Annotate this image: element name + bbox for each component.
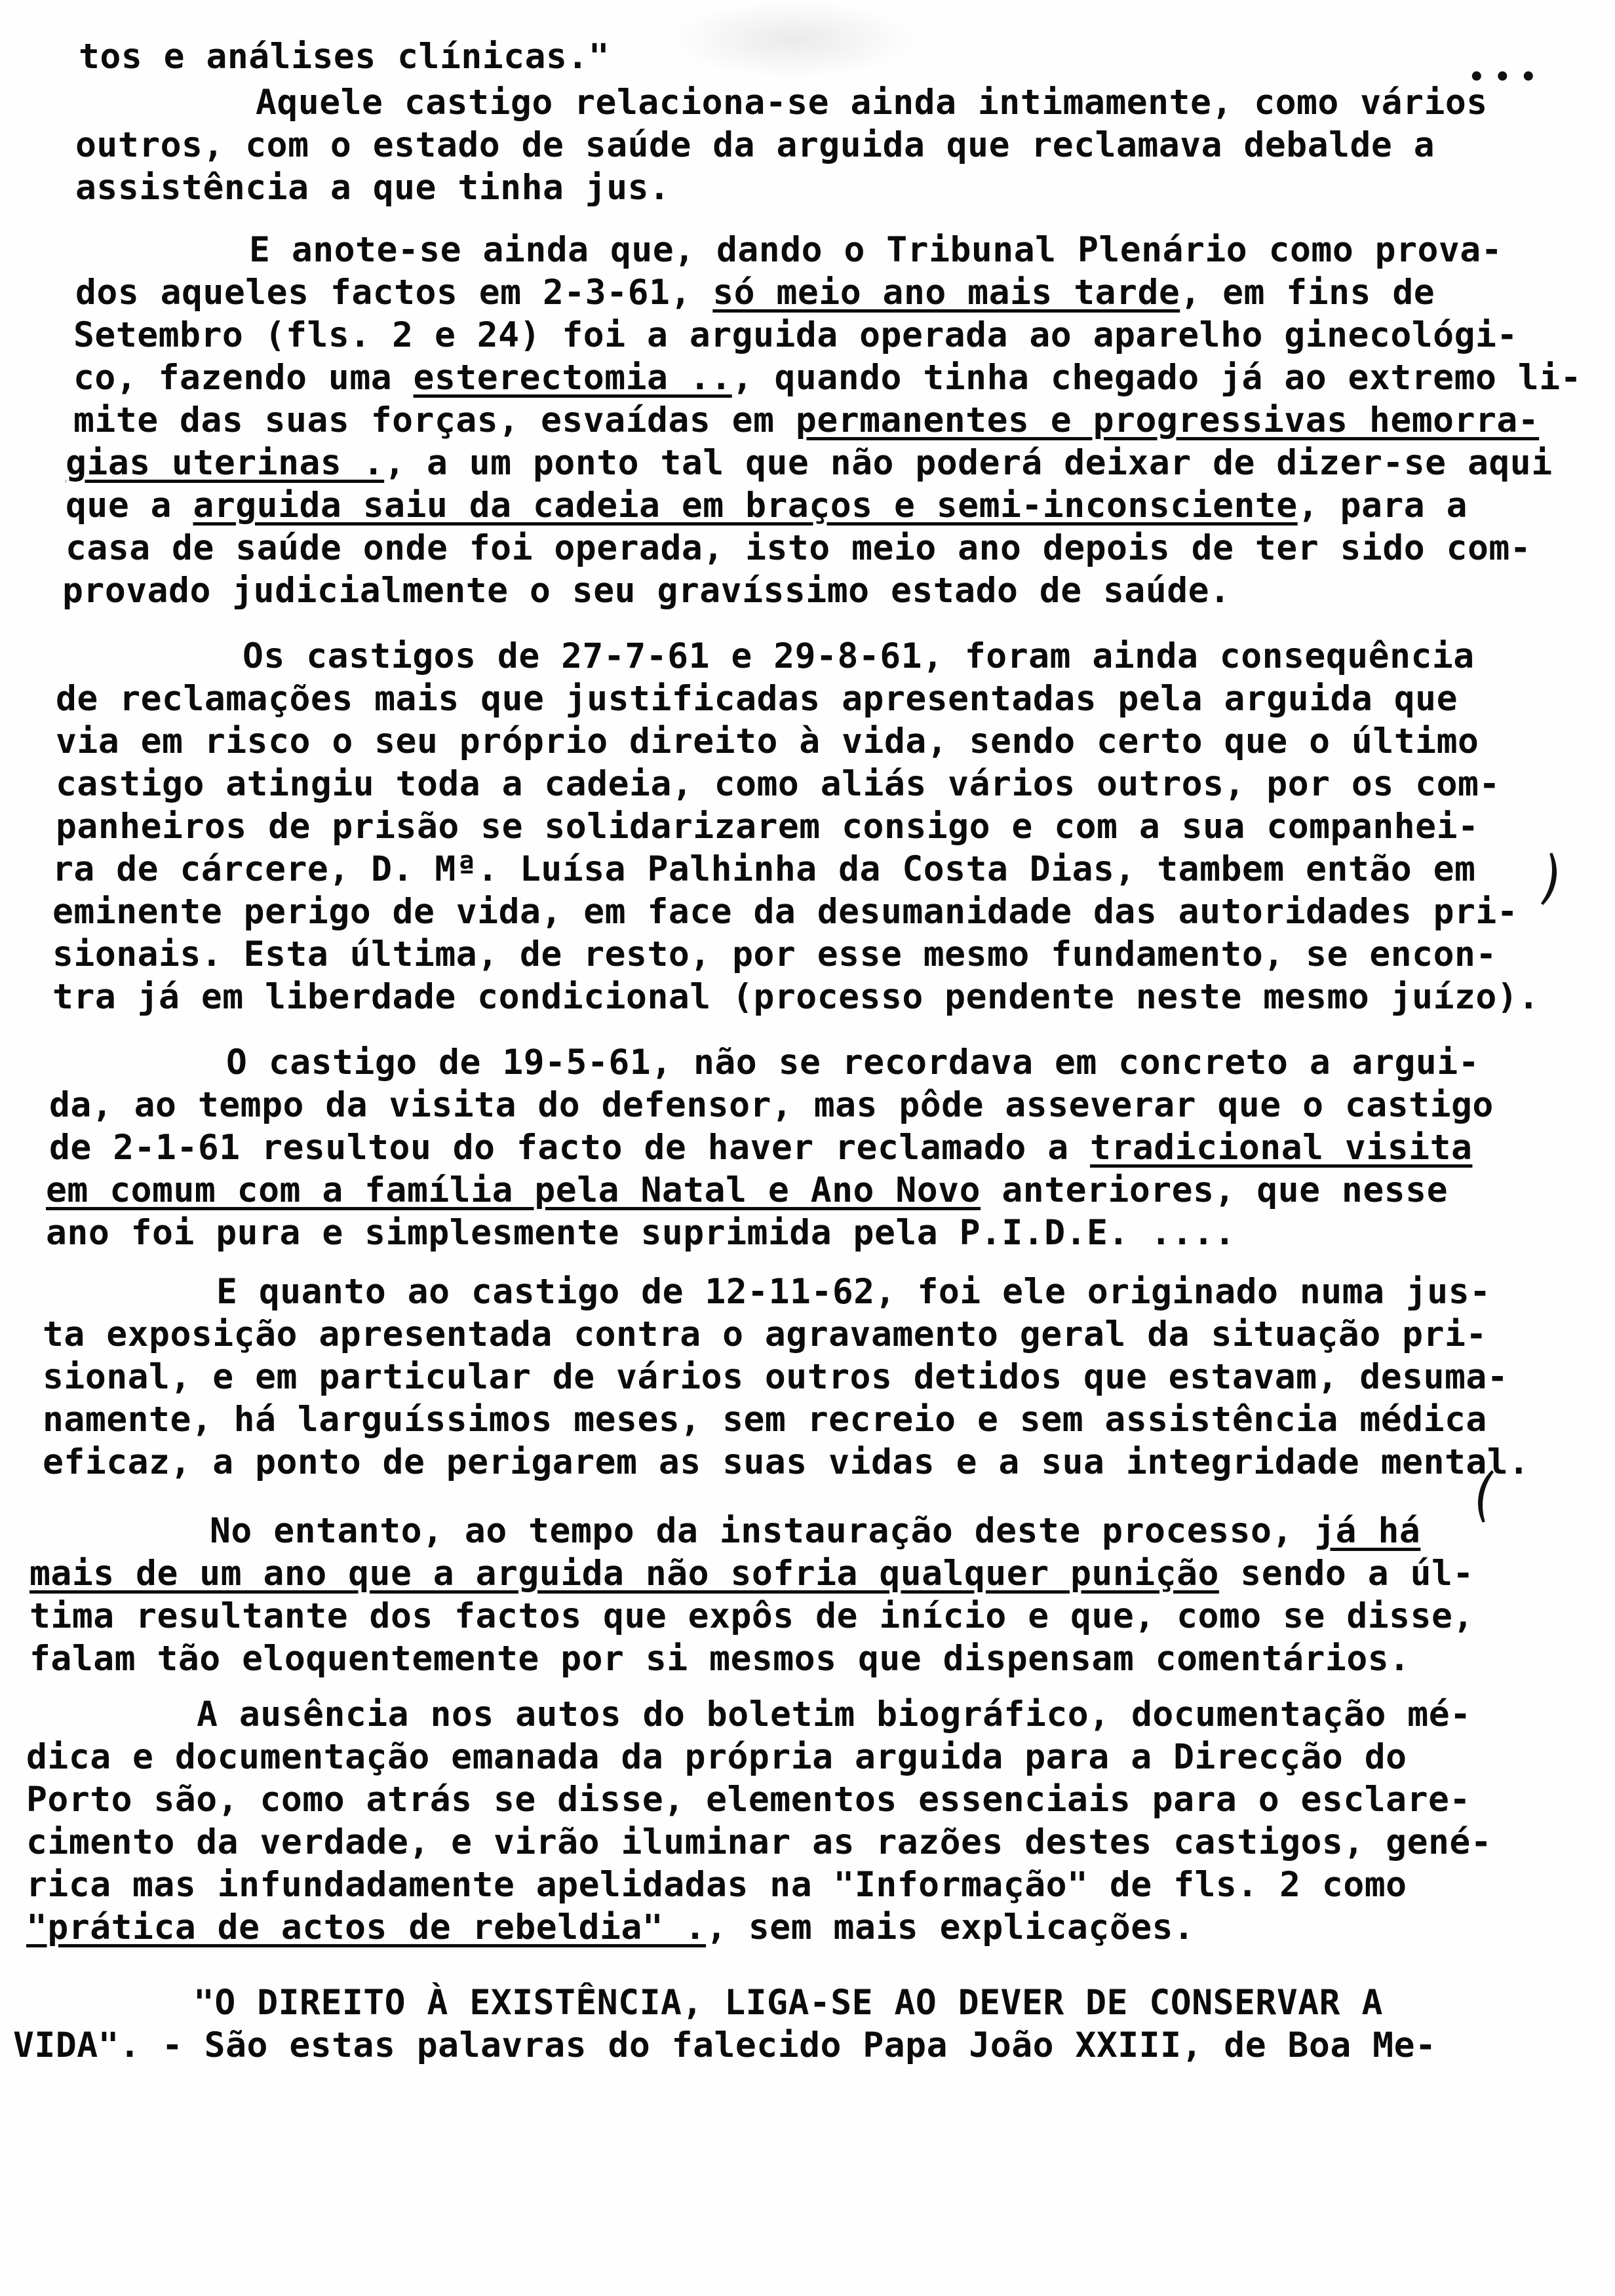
text-line: sional, e em particular de vários outros detidos que estavam, desuma- [43,1357,1509,1397]
text-line: tra já em liberdade condicional (processo pendente neste mesmo juízo). [52,977,1540,1017]
text-line: ra de cárcere, D. Mª. Luísa Palhinha da Costa Dias, tambem então em [52,849,1476,889]
text-line: em comum com a família pela Natal e Ano Novo anteriores, que nesse [46,1170,1448,1210]
text-line: VIDA". - São estas palavras do falecido Papa João XXIII, de Boa Me- [13,2025,1437,2065]
text-line: castigo atingiu toda a cadeia, como aliás vários outros, por os com- [56,764,1500,804]
text-line: mite das suas forças, esvaídas em permanentes e progressivas hemorra- [73,400,1540,440]
text-line: ta exposição apresentada contra o agravamento geral da situação pri- [43,1314,1487,1354]
text-line: assistência a que tinha jus. [75,168,671,208]
text-line: No entanto, ao tempo da instauração deste processo, já há [210,1511,1421,1551]
margin-dots-mark: • • • [1468,62,1537,92]
text-line: O castigo de 19-5-61, não se recordava em concreto a argui- [226,1043,1480,1082]
text-line: de reclamações mais que justificadas apresentadas pela arguida que [56,679,1458,719]
scan-smudge [669,0,918,79]
text-line: sionais. Esta última, de resto, por esse mesmo fundamento, se encon- [52,934,1497,974]
text-line: cimento da verdade, e virão iluminar as razões destes castigos, gené- [26,1822,1492,1862]
text-line: casa de saúde onde foi operada, isto meio ano depois de ter sido com- [66,528,1532,568]
text-line: mais de um ano que a arguida não sofria qualquer punição sendo a úl- [29,1554,1474,1594]
text-line: via em risco o seu próprio direito à vida, sendo certo que o último [56,721,1479,761]
text-line: que a arguida saiu da cadeia em braços e semi-inconsciente, para a [66,486,1468,526]
text-line: Setembro (fls. 2 e 24) foi a arguida operada ao aparelho ginecológi- [73,315,1518,355]
text-line: tos e análises clínicas." [79,37,610,77]
text-line: Aquele castigo relaciona-se ainda intimamente, como vários [256,83,1488,123]
text-line: A ausência nos autos do boletim biográfico, documentação mé- [197,1694,1471,1734]
text-line: eficaz, a ponto de perigarem as suas vidas e a sua integridade mental. [43,1442,1530,1482]
text-line: rica mas infundadamente apelidadas na "Informação" de fls. 2 como [26,1865,1407,1905]
text-line: co, fazendo uma esterectomia .., quando tinha chegado já ao extremo li- [73,358,1582,398]
text-line: dica e documentação emanada da própria arguida para a Direcção do [26,1737,1407,1777]
text-line: "prática de actos de rebeldia" ., sem mais explicações. [26,1907,1195,1947]
text-line: da, ao tempo da visita do defensor, mas pôde asseverar que o castigo [49,1085,1494,1125]
text-line: E anote-se ainda que, dando o Tribunal Plenário como prova- [249,230,1503,270]
text-line: dos aqueles factos em 2-3-61, só meio ano mais tarde, em fins de [75,273,1435,313]
text-line: de 2-1-61 resultou do facto de haver reclamado a tradicional visita [49,1128,1473,1168]
text-line: Os castigos de 27-7-61 e 29-8-61, foram ainda consequência [243,636,1475,676]
text-line: panheiros de prisão se solidarizarem consigo e com a sua companhei- [56,807,1479,847]
text-line: tima resultante dos factos que expôs de início e que, como se disse, [29,1596,1474,1636]
text-line: gias uterinas ., a um ponto tal que não poderá deixar de dizer-se aqui [66,443,1553,483]
text-line: falam tão eloquentemente por si mesmos que dispensam comentários. [29,1639,1411,1679]
text-line: provado judicialmente o seu gravíssimo estado de saúde. [62,571,1231,611]
text-line: "O DIREITO À EXISTÊNCIA, LIGA-SE AO DEVER DE CONSERVAR A [193,1983,1383,2023]
text-line: namente, há larguíssimos meses, sem recreio e sem assistência médica [43,1400,1487,1440]
margin-punch-mark: ⌒ [1494,844,1564,907]
text-line: ano foi pura e simplesmente suprimida pela P.I.D.E. .... [46,1213,1236,1253]
text-line: eminente perigo de vida, em face da desumanidade das autoridades pri- [52,892,1519,932]
margin-punch-mark: ⌒ [1471,1468,1540,1531]
text-line: outros, com o estado de saúde da arguida que reclamava debalde a [75,125,1435,165]
text-line: Porto são, como atrás se disse, elementos essenciais para o esclare- [26,1780,1471,1820]
text-line: E quanto ao castigo de 12-11-62, foi ele originado numa jus- [216,1272,1491,1312]
